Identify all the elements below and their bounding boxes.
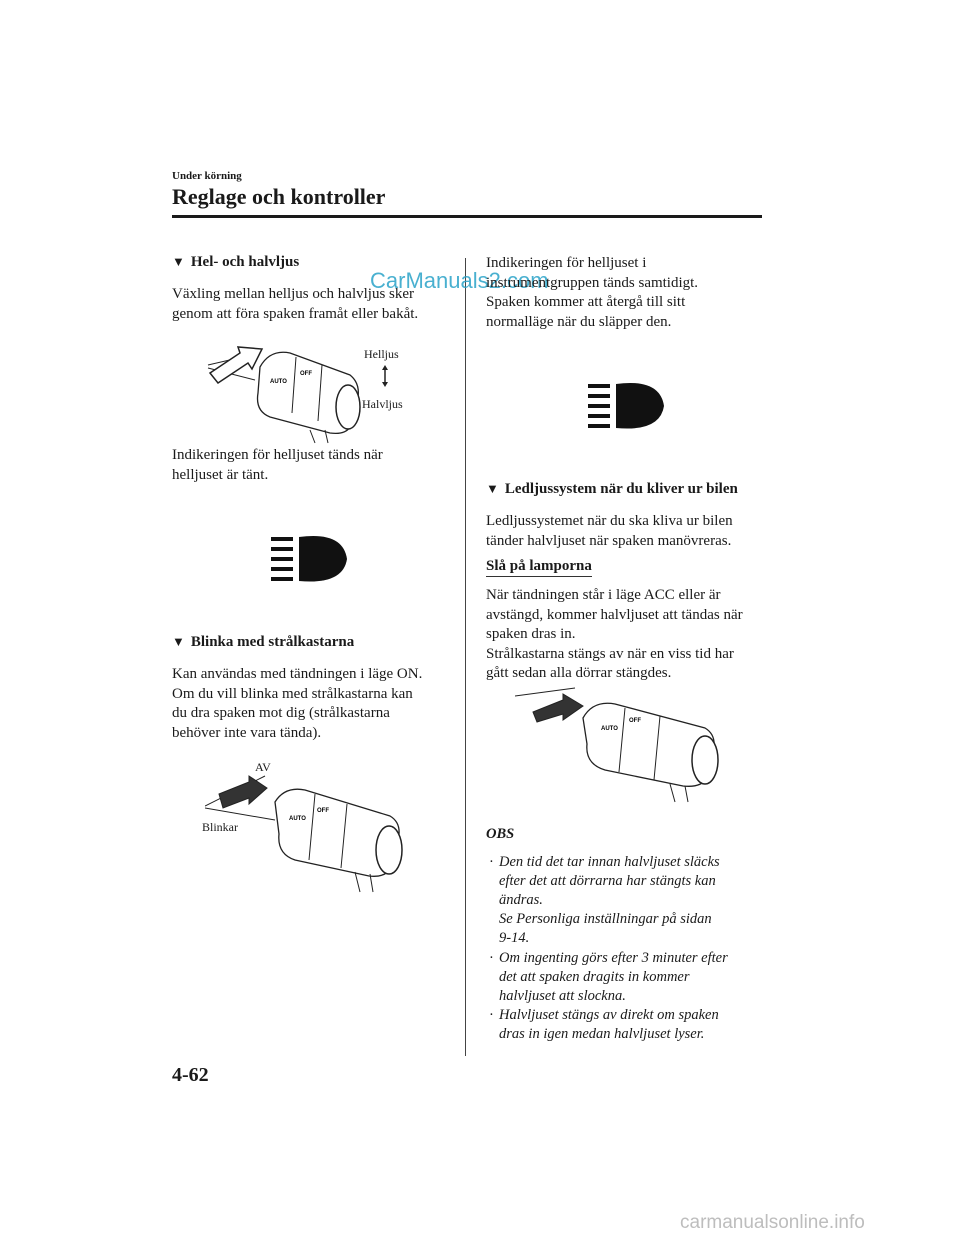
column-divider <box>465 258 466 1056</box>
label-flash: Blinkar <box>202 820 238 834</box>
label-low-beam: Halvljus <box>362 397 403 411</box>
triangle-icon: ▼ <box>172 254 185 269</box>
high-beam-indicator-icon <box>588 380 668 430</box>
note-label: OBS <box>486 826 515 842</box>
note-item: · Om ingenting görs efter 3 minuter efter det att spaken dragits in kommer halvljuset att slockna. <box>489 950 728 1004</box>
section-label: Under körning <box>172 170 242 182</box>
paragraph-indicator: Indikeringen för helljuset tänds när helljuset är tänt. <box>172 447 383 483</box>
lever-off-marking: OFF <box>317 808 329 814</box>
heading-flash: ▼ Blinka med strålkastarna <box>172 634 355 650</box>
page-title: Reglage och kontroller <box>172 184 386 209</box>
note-item: · Halvljuset stängs av direkt om spaken dras in igen medan halvljuset lyser. <box>489 1007 719 1042</box>
page-number: 4-62 <box>172 1064 209 1086</box>
heading-leave-home: ▼ Ledljussystem när du kliver ur bilen <box>486 481 738 497</box>
up-down-arrow-icon <box>380 365 390 387</box>
lever-pull-illustration <box>515 686 740 806</box>
triangle-icon: ▼ <box>172 634 185 649</box>
paragraph-indicator-cluster: Indikeringen för helljuset i instrumentgruppen tänds samtidigt. Spaken kommer att återgå till sitt normalläge när du släpper den. <box>486 255 699 330</box>
heading-high-low-beam: ▼ Hel- och halvljus <box>172 254 300 270</box>
lever-off-marking: OFF <box>300 371 312 377</box>
high-beam-indicator-icon <box>271 533 351 583</box>
footer-watermark: carmanualsonline.info <box>680 1212 865 1233</box>
triangle-icon: ▼ <box>486 481 499 496</box>
lever-off-marking: OFF <box>629 718 641 724</box>
lever-flash-illustration <box>205 768 425 898</box>
paragraph-leave-home: Ledljussystemet när du ska kliva ur bilen tänder halvljuset när spaken manövreras. <box>486 513 733 549</box>
lever-auto-marking: AUTO <box>601 726 618 732</box>
label-off: AV <box>255 760 271 774</box>
paragraph-turn-on: När tändningen står i läge ACC eller är avstängd, kommer halvljuset att tändas när spaken dras in. Strålkastarna stängs av när en viss tid har gått sedan alla dörrar stängdes. <box>486 587 743 681</box>
watermark-overlay: CarManuals2.com <box>370 268 549 293</box>
label-high-beam: Helljus <box>364 347 399 361</box>
note-item: · Den tid det tar innan halvljuset släcks efter det att dörrarna har stängts kan ändras. Se Personliga inställningar på sidan 9-14. <box>489 854 720 946</box>
lever-auto-marking: AUTO <box>289 816 306 822</box>
lever-auto-marking: AUTO <box>270 379 287 385</box>
title-rule <box>172 215 762 218</box>
paragraph-beam-switch: Växling mellan helljus och halvljus sker genom att föra spaken framåt eller bakåt. <box>172 286 419 322</box>
lever-beam-illustration <box>200 335 440 445</box>
paragraph-flash: Kan användas med tändningen i läge ON. Om du vill blinka med strålkastarna kan du dra spaken mot dig (strålkastarna behöver inte vara tända). <box>172 666 423 741</box>
subheading-turn-on: Slå på lamporna <box>486 558 592 577</box>
